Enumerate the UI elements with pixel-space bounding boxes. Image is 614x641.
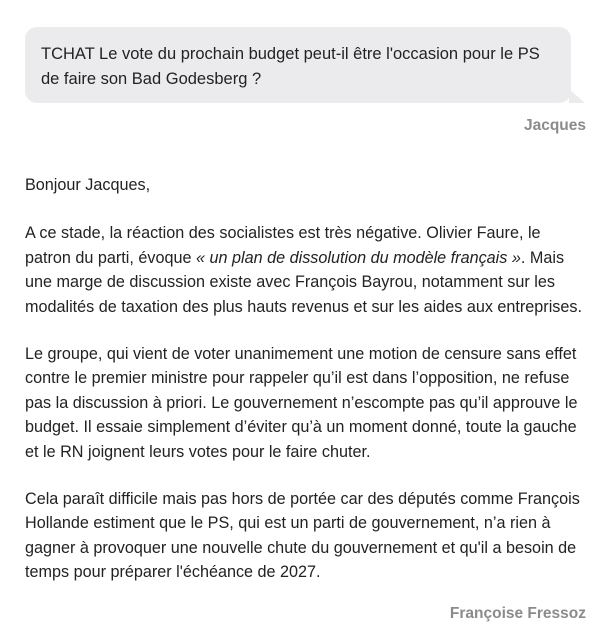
answer-paragraph-1-start: A ce stade, la réaction des socialistes est très négative. Olivier Faure, le patron du parti, évoque: [25, 224, 541, 267]
question-bubble: [25, 27, 571, 103]
answer-paragraph-3: Cela paraît difficile mais pas hors de portée car des députés comme François Hollande estiment que le PS, qui est un parti de gouvernement, n’a rien à gagner à provoquer une nouvelle chute du gouvernement et qu'il a besoin de temps pour préparer l'échéance de 2027.: [25, 490, 580, 582]
question-author: Jacques: [523, 117, 586, 134]
answer-body: [25, 173, 585, 608]
answer-paragraph-1-end: . Mais une marge de discussion existe avec François Bayrou, notamment sur les modalités de taxation des plus hauts revenus et sur les aides aux entreprises.: [25, 248, 582, 316]
answer-author: Françoise Fressoz: [449, 605, 586, 622]
answer-paragraph-1: [25, 221, 585, 319]
answer-quote: « un plan de dissolution du modèle français »: [196, 248, 521, 267]
answer-greeting: Bonjour Jacques,: [25, 176, 151, 194]
question-text: TCHAT Le vote du prochain budget peut-il être l'occasion pour le PS de faire son Bad Godesberg ?: [41, 45, 540, 88]
answer-paragraph-2: Le groupe, qui vient de voter unanimement une motion de censure sans effet contre le premier ministre pour rappeler qu’il est dans l’opposition, ne refuse pas la discussion à priori. Le gouvernement n’escompte pas qu’il approuve le budget. Il essaie simplement d’éviter qu’à un moment donné, toute la gauche et le RN joignent leurs votes pour le faire chuter.: [25, 345, 578, 461]
